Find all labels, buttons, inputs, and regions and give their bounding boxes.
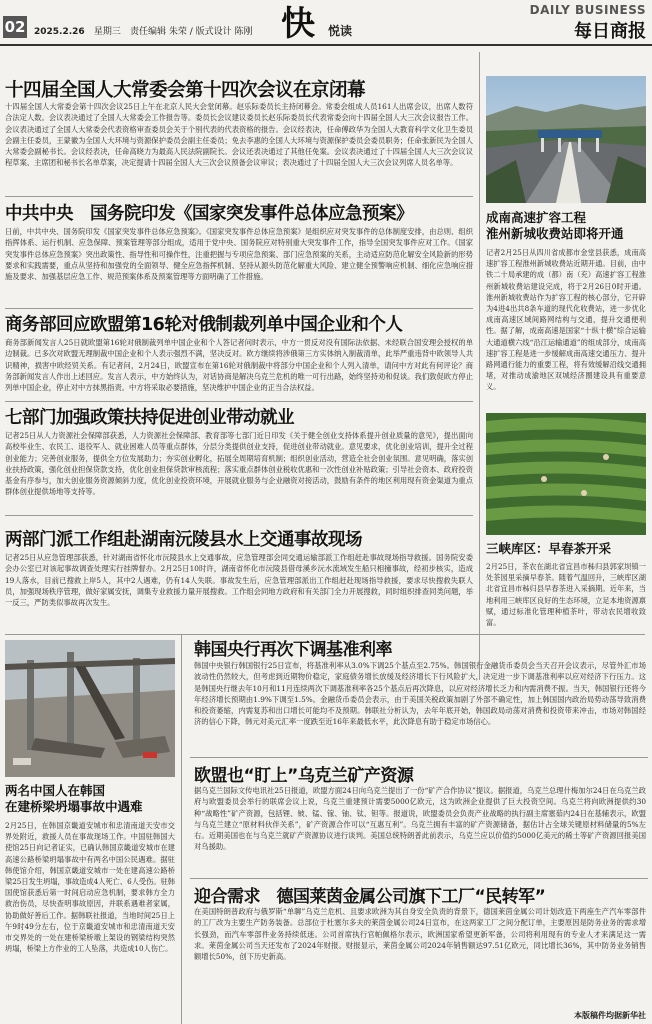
bridge-collapse-photo-image — [5, 640, 175, 777]
toll-station-photo-image — [486, 76, 646, 203]
sidebar-title: 两名中国人在韩国 在建桥梁坍塌事故中遇难 — [5, 783, 143, 814]
article-title: 七部门加强政策扶持促进创业带动就业 — [5, 408, 294, 428]
article-separator — [190, 878, 648, 879]
bridge-collapse-photo — [5, 640, 175, 777]
article-separator — [190, 757, 648, 758]
issue-info — [34, 24, 252, 37]
article-body: 记者25日从人力资源社会保障部获悉，人力资源社会保障部、教育部等七部门近日印发《关于健全创业支持体系提升创业质量的意见》，提出面向高校毕业生、农民工、退役军人、就业困难人员等重点群体，分层分类提供创业支持，促进创业带动就业。意见要求，优化创业培训，提升全过程创业能力；完善创业服务，提供全方位发展助力；夯实创业孵化，拓展全周期培育机制；组织创业活动，营造全社会创业氛围。意见明确，落实创业扶持政策，强化创业担保贷款支持，优化创业担保贷款审核流程；落实重点群体创业税收优惠和一次性创业补贴政策；引导社会资本、政府投资基金有序参与，加大创业服务资源倾斜力度，优化创业投资环境，开展就业服务与企业融资对接活动，鼓励有条件的地区利用现有资金渠道为重点群体创业提供场地等支持等。 — [5, 431, 473, 497]
article-body: 日前，中共中央、国务院印发《国家突发事件总体应急预案》。《国家突发事件总体应急预案》是组织应对突发事件的总体制度安排，由总则、组织指挥体系、运行机制、应急保障、预案管理等部分组成，适用于党中央、国务院应对特别重大突发事件工作，指导全国突发事件应对工作。《国家突发事件总体应急预案》突出政策性、指导性和可操作性，注重把握与专项应急预案、部门应急预案的关系，主动适应防范化解安全风险新的形势要求和实践需要，重点从坚持和加强党的全面领导、健全应急指挥机制、坚持从源头防范化解重大风险、建立健全预警响应机制、细化应急响应措施及要求、加强基层应急工作、规范预案体系及预案管理等方面明确了工作措施。 — [5, 227, 473, 282]
issue-editors: 责任编辑 朱荣 / 版式设计 陈刚 — [129, 27, 253, 37]
toll-station-photo — [486, 76, 646, 203]
article-title: 欧盟也“盯上”乌克兰矿产资源 — [194, 766, 414, 786]
article-body: 韩国中央银行韩国银行25日宣布，将基准利率从3.0%下调25个基点至2.75%。韩国银行金融货币委员会当天召开会议表示，尽管外汇市场波动性仍然较大，但考虑到近期物价稳定，家庭债务增长放缓及经济增长下行风险扩大，决定进一步下调基准利率以应对经济下行压力。这是韩国央行继去年10月和11月连续两次下调基准利率各25个基点后再次降息，以应对经济增长乏力和内需消费不振。当天，韩国银行还将今年经济增长预期由1.9%下调至1.5%。金融货币委员会表示，由于美国关税政策加剧了外部不确定性，加上韩国国内政治局势动荡导致消费和投资萎缩，内需复苏和出口增长可能均不及预期。韩联社分析认为，去年年底开始，韩国政局动荡对消费和投资带来冲击，市场对韩国经济的信心下降，韩元对美元汇率一度跌至近16年来最低水平，此次降息有助于稳定市场信心。 — [194, 661, 646, 727]
article-title: 韩国央行再次下调基准利率 — [194, 640, 392, 660]
article-title: 中共中央 国务院印发《国家突发事件总体应急预案》 — [5, 204, 413, 224]
masthead — [0, 0, 652, 48]
article-body: 记者25日从应急管理部获悉，针对湖南省怀化市沅陵县水上交通事故，应急管理部会同交通运输部派工作组赶赴事故现场指导救援。国务院安委会办公室已对该起事故调查处理实行挂牌督办。2月25日10时许，湖南省怀化市沅陵县借母溪乡沅水流域发生船只相撞事故，经初步核实，造成19人落水，目前已搜救上岸5人，其中2人遇难，仍有14人失联。事故发生后，应急管理部派出工作组赶赴现场指导救援，要求尽快搜救失联人员，加强现场秩序管理，做好家属安抚，调集专业救援力量开展搜救。工作组会同地方政府和有关部门全力开展搜救，同时组织排查同类问题，举一反三，严防类似事故再次发生。 — [5, 553, 473, 608]
sidebar-body: 记者2月25日从四川省成都市金堂县获悉，成南高速扩容工程淮州新城收费站近期开通。目前，由中铁二十局承建的成（都）南（充）高速扩容工程淮州新城收费站建设完成，将于2月26日0时开通。淮州新城收费站作为扩容工程的核心部分，它开辟为4进4出共8条车道的现代化收费站，进一步优化成南高速区域间路网结构与交通，提升交通便利性。据了解，成南高速是国家“十纵十横”综合运输大通道横六线“沿江运输通道”的组成部分，成南高速扩容工程是进一步缓解成南高速交通压力、提升路网通行能力的重要工程，将有效缓解沿线交通拥堵，对推动成渝地区双城经济圈建设具有重要意义。 — [486, 248, 646, 392]
article-body: 在美国特朗普政府与俄罗斯“单聊”乌克兰危机、且要求欧洲为其自身安全负责的背景下，德国莱茵金属公司计划改造下两座生产汽车零部件的工厂改为主要生产防务装备。总部位于杜塞尔多夫的莱茵金属公司24日宣布，在这两家工厂之间分配订单，主要原因是防务业务的需求增长强劲，而汽车零部件业务持续低迷。公司首席执行官帕佩格尔表示，欧洲国家希望更新军备，公司将利用现有的专业人才来满足这一需求。莱茵金属公司当天还发布了2024年财报。财报显示，莱茵金属公司2024年销售额达97.51亿欧元，同比增长36%，其中防务业务销售额增长50%，创下历史新高。 — [194, 907, 646, 962]
article-body: 据乌克兰国际文传电讯社25日报道，欧盟方面24日向乌克兰提出了一份“矿产合作协议”提议。据报道，乌克兰总理什梅加尔24日在乌克兰政府与欧盟委员会举行的联席会议上说，乌克兰重建预计需要5000亿欧元，这为欧洲企业提供了巨大投资空间。乌克兰将向欧洲提供约30种“战略性”矿产资源，包括锂、铍、锰、镓、铀、钛、钽等。报道说，欧盟委员会负责产业战略的执行副主席塞茹内24日在基辅表示，欧盟与乌克兰建立“原材料伙伴关系”，矿产资源合作可以“互惠互利”。乌克兰拥有丰富的矿产资源储备，据估计占全球关键原材料储量的5%左右。近期美国也在与乌克兰就矿产资源协议进行谈判。美国总统特朗普此前表示，乌克兰应以价值约5000亿美元的稀土等矿产资源回报美国对乌援助。 — [194, 786, 646, 852]
article-title: 迎合需求 德国莱茵金属公司旗下工厂“民转军” — [194, 887, 546, 907]
page-number: 02 — [4, 18, 26, 36]
sidebar-title: 三峡库区：早春茶开采 — [486, 541, 612, 556]
section-logo-small: 悦读 — [328, 24, 353, 38]
article-separator — [5, 515, 473, 516]
issue-weekday: 星期三 — [93, 27, 121, 37]
column-divider — [479, 52, 480, 680]
article-separator — [5, 401, 473, 402]
article-separator — [5, 196, 473, 197]
article-title: 两部门派工作组赴湖南沅陵县水上交通事故现场 — [5, 530, 362, 550]
header-rule — [0, 44, 652, 46]
article-title: 商务部回应欧盟第16轮对俄制裁列单中国企业和个人 — [5, 315, 403, 335]
article-title: 十四届全国人大常委会第十四次会议在京闭幕 — [5, 80, 366, 101]
issue-date: 2025.2.26 — [34, 27, 85, 37]
column-divider — [181, 635, 182, 1024]
tea-garden-photo — [486, 413, 646, 535]
article-body: 商务部新闻发言人25日就欧盟第16轮对俄制裁列单中国企业和个人答记者问时表示，中方一贯反对没有国际法依据、未经联合国安理会授权的单边制裁。已多次对欧盟无理制裁中国企业和个人表示强烈不满，坚决反对。欧方继续将涉俄第三方实体纳入制裁清单，此举严重违背中欧领导人共识精神，损害中欧经贸关系。有记者问，2月24日，欧盟宣布在第16轮对俄制裁中将部分中国企业和个人列入清单，请问中方对此有何评论？商务部新闻发言人作出上述回应。发言人表示，中方始终认为，对话协商是解决乌克兰危机的唯一可行出路，始终坚持劝和促谈。我们敦促欧方停止列单中国企业，停止对中方抹黑指责。中方将采取必要措施，坚决维护中国企业的正当合法权益。 — [5, 338, 473, 393]
article-separator — [5, 308, 473, 309]
sidebar-title: 成南高速扩容工程 淮州新城收费站即将开通 — [486, 210, 624, 241]
section-logo-big: 快 — [281, 4, 315, 44]
sidebar-body: 2月25日，在韩国京畿道安城市和忠清南道天安市交界处附近，救援人员在事故现场工作。中国驻韩国大使馆25日向记者证实，已确认韩国京畿道安城市在建高速公路桥梁坍塌事故中有两名中国公民遇难。据驻韩使馆介绍，韩国京畿道安城市一处在建高速公路桥梁25日发生坍塌，事故造成4人死亡、6人受伤。驻韩国使馆获悉后第一时间启动应急机制，要求韩方全力救治伤员，尽快查明事故原因，并联系遇难者家属，协助做好善后工作。据韩联社报道，当地时间25日上午9时49分左右，位于京畿道安城市和忠清南道天安市交界处的一处在建桥梁桥墩上架设的钢梁结构突然坍塌，桥梁上方作业的工人坠落，共造成10人伤亡。 — [5, 821, 175, 954]
article-body: 十四届全国人大常委会第十四次会议25日上午在北京人民大会堂闭幕。赵乐际委员长主持闭幕会。常委会组成人员161人出席会议，出席人数符合法定人数。会议表决通过了全国人大常委会工作报告等。委员长会议建议委员长赵乐际委员长代表常委会向十四届全国人大三次会议报告工作。会议表决通过了全国人大常委会代表资格审查委员会关于个别代表的代表资格的报告。会议经表决，任命傅政华为全国人大教育科学文化卫生委员会副主任委员，王蒙徽为全国人大环境与资源保护委员会副主任委员；免去李惠的全国人大环境与资源保护委员会委员职务；任命张新民为全国人大常委会副秘书长。会议经表决，任命高晓力为最高人民法院副院长。会议还表决通过了其他任免案。会议表决通过了十四届全国人大三次会议议程草案、主席团和秘书长名单草案，决定提请十四届全国人大三次会议预备会议审议；表决通过了十四届全国人大三次会议列席人员名单等。 — [5, 102, 473, 168]
tea-garden-photo-image — [486, 413, 646, 535]
brand-english: DAILY BUSINESS — [529, 3, 646, 17]
footer-credit: 本版稿件均据新华社 — [574, 1011, 646, 1020]
sidebar-body: 2月25日，茶农在湖北省宜昌市秭归县郭家坝镇一处茶园里采摘早春茶。随着气温回升，三峡库区湖北省宜昌市秭归县早春茶进入采摘期。近年来，当地利用三峡库区良好的生态环境，立足本地资源禀赋，通过标准化管理种植茶叶，带动农民增收致富。 — [486, 562, 646, 628]
brand-chinese: 每日商报 — [574, 21, 646, 42]
